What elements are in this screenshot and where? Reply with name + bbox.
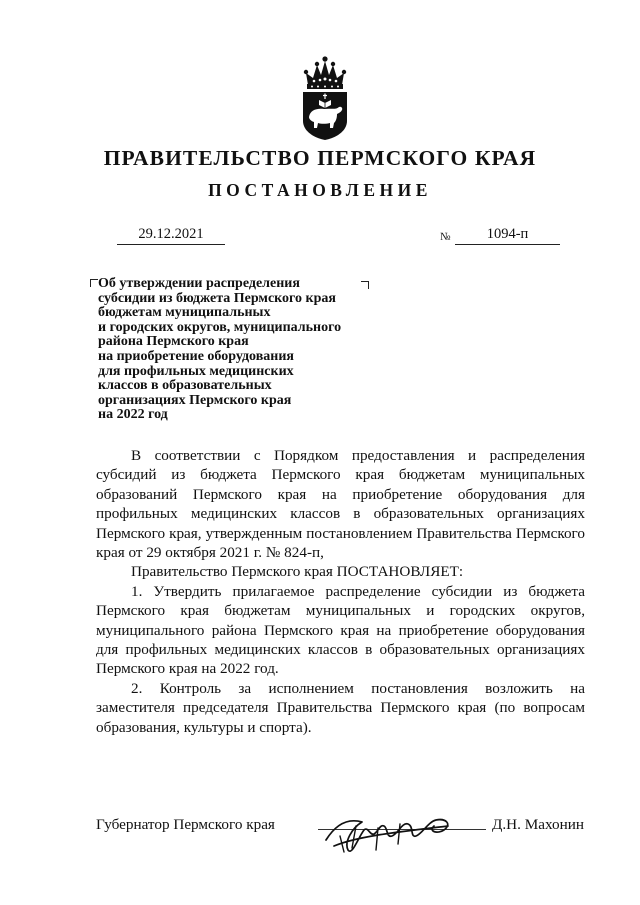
subject-line: субсидии из бюджета Пермского края <box>98 290 336 306</box>
document-type-title: ПОСТАНОВЛЕНИЕ <box>208 180 432 200</box>
subject-line: Об утверждении распределения <box>98 276 300 291</box>
subject-line: бюджетам муниципальных <box>98 305 271 321</box>
handwritten-signature <box>318 806 490 858</box>
subject-line: района Пермского края <box>98 334 249 350</box>
subject-line: на приобретение оборудования <box>98 348 294 364</box>
document-date: 29.12.2021 <box>117 226 225 245</box>
item-2-paragraph: 2. Контроль за исполнением постановления возложить на заместителя председателя Правительства Пермского края (по вопросам образования, культуры и спорта). <box>96 679 585 736</box>
subject-bracket-left <box>90 279 98 287</box>
subject-line: организациях Пермского края <box>98 392 292 408</box>
document-body <box>96 446 585 737</box>
perm-krai-coat-of-arms-icon <box>300 55 350 141</box>
subject-line: для профильных медицинских <box>98 363 294 379</box>
signatory-title: Губернатор Пермского края <box>96 816 275 833</box>
preamble-paragraph: В соответствии с Порядком предоставления и распределения субсидий из бюджета Пермского края бюджетам муниципальных образований Пермского края на приобретение оборудования для профильных медицинских классов в образовательных организациях Пермского края, утвержденным постановлением Правительства Пермского края от 29 октября 2021 г. № 824-п, <box>96 447 585 562</box>
document-number: 1094-п <box>455 226 560 245</box>
item-1-paragraph: 1. Утвердить прилагаемое распределение субсидии из бюджета Пермского края бюджетам муниципальных и городских округов, муниципального района Пермского края на приобретение оборудования для профильных медицинских классов в образовательных организациях Пермского края на 2022 год. <box>96 582 585 678</box>
document-subject <box>98 277 388 423</box>
number-sign: № <box>440 231 451 243</box>
decree-paragraph: Правительство Пермского края ПОСТАНОВЛЯЕТ: <box>131 563 464 581</box>
subject-line: и городских округов, муниципального <box>98 319 342 335</box>
signatory-name: Д.Н. Махонин <box>492 816 584 833</box>
subject-line: на 2022 год <box>98 407 168 423</box>
subject-line: классов в образовательных <box>98 378 272 394</box>
government-title: ПРАВИТЕЛЬСТВО ПЕРМСКОГО КРАЯ <box>103 146 537 170</box>
